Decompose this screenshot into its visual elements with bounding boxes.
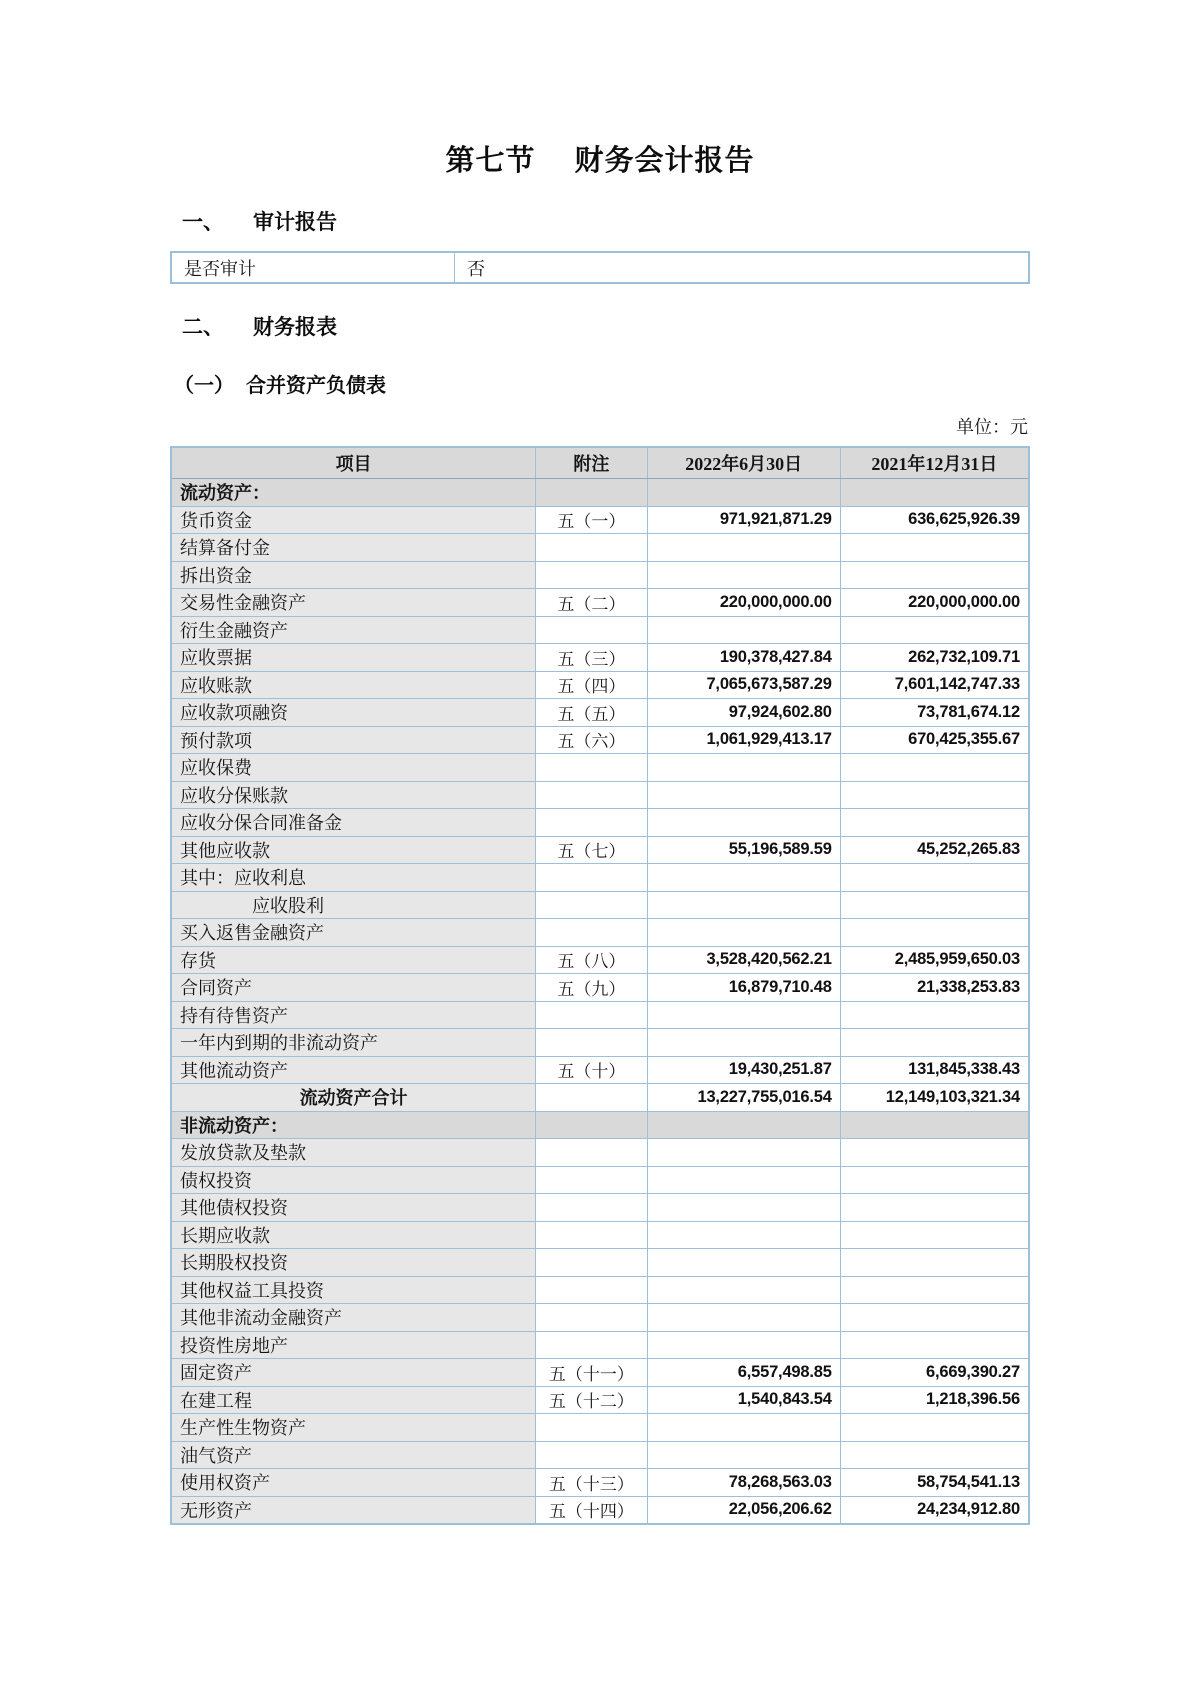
table-row bbox=[171, 671, 1029, 699]
value-2022-cell bbox=[647, 1029, 840, 1057]
table-row bbox=[171, 1221, 1029, 1249]
value-2021-cell bbox=[840, 1331, 1029, 1359]
value-2021-cell: 73,781,674.12 bbox=[840, 699, 1029, 727]
column-header: 2022年6月30日 bbox=[647, 447, 840, 479]
table-row bbox=[171, 1249, 1029, 1277]
value-2021-cell: 636,625,926.39 bbox=[840, 506, 1029, 534]
table-row bbox=[171, 1359, 1029, 1387]
item-label-cell: 衍生金融资产 bbox=[171, 616, 536, 644]
value-2021-cell bbox=[840, 561, 1029, 589]
value-2022-cell: 19,430,251.87 bbox=[647, 1056, 840, 1084]
note-cell bbox=[536, 1084, 648, 1112]
value-2022-cell: 3,528,420,562.21 bbox=[647, 946, 840, 974]
value-2022-cell bbox=[647, 1194, 840, 1222]
value-2021-cell bbox=[840, 534, 1029, 562]
table-row bbox=[171, 1001, 1029, 1029]
value-2021-cell bbox=[840, 1441, 1029, 1469]
value-2021-cell: 262,732,109.71 bbox=[840, 644, 1029, 672]
note-cell bbox=[536, 864, 648, 892]
page-title-text: 财务会计报告 bbox=[574, 145, 755, 177]
column-header: 项目 bbox=[171, 447, 536, 479]
value-2021-cell bbox=[840, 1001, 1029, 1029]
value-2022-cell bbox=[647, 864, 840, 892]
note-cell bbox=[536, 479, 648, 507]
table-row bbox=[171, 699, 1029, 727]
heading-financial-number: 二、 bbox=[182, 315, 224, 339]
note-cell bbox=[536, 616, 648, 644]
item-label-cell: 应收分保账款 bbox=[171, 781, 536, 809]
table-row bbox=[171, 754, 1029, 782]
value-2022-cell: 78,268,563.03 bbox=[647, 1469, 840, 1497]
item-label-cell: 长期股权投资 bbox=[171, 1249, 536, 1277]
table-row bbox=[171, 1469, 1029, 1497]
note-cell: 五（四） bbox=[536, 671, 648, 699]
value-2021-cell: 24,234,912.80 bbox=[840, 1496, 1029, 1524]
value-2021-cell: 220,000,000.00 bbox=[840, 589, 1029, 617]
value-2022-cell: 97,924,602.80 bbox=[647, 699, 840, 727]
item-label-cell: 使用权资产 bbox=[171, 1469, 536, 1497]
balance-sheet-table bbox=[170, 446, 1030, 1525]
note-cell bbox=[536, 1331, 648, 1359]
item-label-cell: 应收款项融资 bbox=[171, 699, 536, 727]
item-label-cell: 油气资产 bbox=[171, 1441, 536, 1469]
page-title bbox=[170, 138, 1030, 179]
table-row bbox=[171, 864, 1029, 892]
value-2021-cell bbox=[840, 919, 1029, 947]
value-2022-cell bbox=[647, 1221, 840, 1249]
table-row bbox=[171, 1304, 1029, 1332]
value-2021-cell bbox=[840, 891, 1029, 919]
value-2021-cell: 21,338,253.83 bbox=[840, 974, 1029, 1002]
item-label-cell: 其他流动资产 bbox=[171, 1056, 536, 1084]
value-2022-cell: 971,921,871.29 bbox=[647, 506, 840, 534]
value-2021-cell: 58,754,541.13 bbox=[840, 1469, 1029, 1497]
note-cell bbox=[536, 534, 648, 562]
item-label-cell: 货币资金 bbox=[171, 506, 536, 534]
note-cell bbox=[536, 1276, 648, 1304]
balance-sheet-body bbox=[171, 479, 1029, 1524]
value-2022-cell bbox=[647, 1276, 840, 1304]
note-cell: 五（五） bbox=[536, 699, 648, 727]
section-row bbox=[171, 1111, 1029, 1139]
value-2022-cell bbox=[647, 1001, 840, 1029]
item-label-cell: 长期应收款 bbox=[171, 1221, 536, 1249]
note-cell bbox=[536, 754, 648, 782]
subheading-number: （一） bbox=[174, 375, 234, 397]
table-row bbox=[171, 946, 1029, 974]
value-2021-cell: 45,252,265.83 bbox=[840, 836, 1029, 864]
value-2021-cell bbox=[840, 1304, 1029, 1332]
audit-question-cell: 是否审计 bbox=[171, 252, 455, 283]
value-2022-cell bbox=[647, 809, 840, 837]
item-label-cell: 合同资产 bbox=[171, 974, 536, 1002]
note-cell bbox=[536, 1221, 648, 1249]
item-label-cell: 其他应收款 bbox=[171, 836, 536, 864]
subheading-label: 合并资产负债表 bbox=[246, 375, 386, 397]
table-row bbox=[171, 1441, 1029, 1469]
value-2021-cell: 7,601,142,747.33 bbox=[840, 671, 1029, 699]
value-2022-cell bbox=[647, 1331, 840, 1359]
note-cell bbox=[536, 919, 648, 947]
item-label-cell: 应收保费 bbox=[171, 754, 536, 782]
item-label-cell: 一年内到期的非流动资产 bbox=[171, 1029, 536, 1057]
document-content bbox=[170, 0, 1030, 1525]
header-row bbox=[171, 447, 1029, 479]
note-cell bbox=[536, 1001, 648, 1029]
table-row bbox=[171, 1029, 1029, 1057]
item-label-cell: 拆出资金 bbox=[171, 561, 536, 589]
value-2022-cell bbox=[647, 919, 840, 947]
note-cell bbox=[536, 1139, 648, 1167]
section-row bbox=[171, 479, 1029, 507]
value-2022-cell bbox=[647, 754, 840, 782]
table-row bbox=[171, 534, 1029, 562]
note-cell bbox=[536, 781, 648, 809]
item-label-cell: 应收账款 bbox=[171, 671, 536, 699]
value-2021-cell bbox=[840, 1139, 1029, 1167]
value-2021-cell bbox=[840, 1194, 1029, 1222]
audit-answer-cell: 否 bbox=[455, 252, 1030, 283]
item-label-cell: 生产性生物资产 bbox=[171, 1414, 536, 1442]
value-2022-cell bbox=[647, 1111, 840, 1139]
value-2022-cell bbox=[647, 1414, 840, 1442]
note-cell: 五（十一） bbox=[536, 1359, 648, 1387]
value-2021-cell bbox=[840, 809, 1029, 837]
value-2021-cell bbox=[840, 1414, 1029, 1442]
table-row bbox=[171, 589, 1029, 617]
value-2021-cell: 670,425,355.67 bbox=[840, 726, 1029, 754]
table-row bbox=[171, 836, 1029, 864]
value-2021-cell bbox=[840, 781, 1029, 809]
item-label-cell: 应收股利 bbox=[171, 891, 536, 919]
note-cell bbox=[536, 1414, 648, 1442]
value-2022-cell bbox=[647, 534, 840, 562]
value-2021-cell bbox=[840, 616, 1029, 644]
value-2022-cell: 1,540,843.54 bbox=[647, 1386, 840, 1414]
note-cell bbox=[536, 809, 648, 837]
table-row bbox=[171, 561, 1029, 589]
value-2021-cell bbox=[840, 1111, 1029, 1139]
value-2022-cell: 22,056,206.62 bbox=[647, 1496, 840, 1524]
table-row bbox=[171, 1331, 1029, 1359]
value-2022-cell: 190,378,427.84 bbox=[647, 644, 840, 672]
item-label-cell: 存货 bbox=[171, 946, 536, 974]
item-label-cell: 债权投资 bbox=[171, 1166, 536, 1194]
audit-table-row bbox=[171, 252, 1029, 283]
value-2022-cell bbox=[647, 1249, 840, 1277]
item-label-cell: 在建工程 bbox=[171, 1386, 536, 1414]
table-row bbox=[171, 1139, 1029, 1167]
value-2021-cell bbox=[840, 1029, 1029, 1057]
value-2021-cell: 1,218,396.56 bbox=[840, 1386, 1029, 1414]
table-row bbox=[171, 1166, 1029, 1194]
value-2022-cell: 6,557,498.85 bbox=[647, 1359, 840, 1387]
note-cell: 五（三） bbox=[536, 644, 648, 672]
item-label-cell: 其他权益工具投资 bbox=[171, 1276, 536, 1304]
note-cell: 五（九） bbox=[536, 974, 648, 1002]
balance-sheet-header bbox=[171, 447, 1029, 479]
value-2021-cell: 131,845,338.43 bbox=[840, 1056, 1029, 1084]
item-label-cell: 结算备付金 bbox=[171, 534, 536, 562]
note-cell: 五（八） bbox=[536, 946, 648, 974]
table-row bbox=[171, 644, 1029, 672]
item-label-cell: 非流动资产： bbox=[171, 1111, 536, 1139]
note-cell bbox=[536, 1249, 648, 1277]
table-row bbox=[171, 1386, 1029, 1414]
table-row bbox=[171, 1496, 1029, 1524]
total-row bbox=[171, 1084, 1029, 1112]
note-cell bbox=[536, 1166, 648, 1194]
item-label-cell: 发放贷款及垫款 bbox=[171, 1139, 536, 1167]
item-label-cell: 交易性金融资产 bbox=[171, 589, 536, 617]
heading-audit-number: 一、 bbox=[182, 210, 224, 234]
item-label-cell: 无形资产 bbox=[171, 1496, 536, 1524]
value-2022-cell: 1,061,929,413.17 bbox=[647, 726, 840, 754]
table-row bbox=[171, 891, 1029, 919]
note-cell bbox=[536, 1111, 648, 1139]
table-row bbox=[171, 781, 1029, 809]
value-2022-cell bbox=[647, 1139, 840, 1167]
audit-table bbox=[170, 251, 1030, 284]
value-2021-cell: 2,485,959,650.03 bbox=[840, 946, 1029, 974]
value-2022-cell bbox=[647, 781, 840, 809]
note-cell: 五（十二） bbox=[536, 1386, 648, 1414]
table-row bbox=[171, 974, 1029, 1002]
note-cell bbox=[536, 1441, 648, 1469]
value-2022-cell bbox=[647, 616, 840, 644]
column-header: 附注 bbox=[536, 447, 648, 479]
note-cell: 五（七） bbox=[536, 836, 648, 864]
value-2022-cell: 55,196,589.59 bbox=[647, 836, 840, 864]
table-row bbox=[171, 919, 1029, 947]
note-cell bbox=[536, 561, 648, 589]
table-row bbox=[171, 1276, 1029, 1304]
item-label-cell: 应收分保合同准备金 bbox=[171, 809, 536, 837]
value-2022-cell bbox=[647, 1304, 840, 1332]
item-label-cell: 应收票据 bbox=[171, 644, 536, 672]
item-label-cell: 持有待售资产 bbox=[171, 1001, 536, 1029]
value-2022-cell bbox=[647, 479, 840, 507]
value-2022-cell bbox=[647, 1441, 840, 1469]
value-2021-cell bbox=[840, 1221, 1029, 1249]
value-2021-cell bbox=[840, 1249, 1029, 1277]
value-2022-cell bbox=[647, 891, 840, 919]
table-row bbox=[171, 1056, 1029, 1084]
value-2022-cell: 7,065,673,587.29 bbox=[647, 671, 840, 699]
value-2022-cell: 16,879,710.48 bbox=[647, 974, 840, 1002]
value-2021-cell: 12,149,103,321.34 bbox=[840, 1084, 1029, 1112]
item-label-cell: 其他债权投资 bbox=[171, 1194, 536, 1222]
value-2022-cell bbox=[647, 561, 840, 589]
page-title-section-number: 第七节 bbox=[445, 145, 536, 177]
column-header: 2021年12月31日 bbox=[840, 447, 1029, 479]
table-row bbox=[171, 1194, 1029, 1222]
note-cell: 五（十四） bbox=[536, 1496, 648, 1524]
value-2021-cell bbox=[840, 1166, 1029, 1194]
heading-financial-label: 财务报表 bbox=[253, 315, 337, 339]
table-row bbox=[171, 506, 1029, 534]
value-2021-cell bbox=[840, 479, 1029, 507]
value-2022-cell: 220,000,000.00 bbox=[647, 589, 840, 617]
value-2022-cell bbox=[647, 1166, 840, 1194]
table-row bbox=[171, 616, 1029, 644]
item-label-cell: 其中：应收利息 bbox=[171, 864, 536, 892]
value-2021-cell bbox=[840, 754, 1029, 782]
note-cell: 五（十） bbox=[536, 1056, 648, 1084]
heading-audit-label: 审计报告 bbox=[253, 210, 337, 234]
note-cell: 五（六） bbox=[536, 726, 648, 754]
item-label-cell: 固定资产 bbox=[171, 1359, 536, 1387]
note-cell bbox=[536, 1304, 648, 1332]
value-2021-cell bbox=[840, 1276, 1029, 1304]
heading-financial-statements bbox=[170, 311, 1030, 341]
note-cell bbox=[536, 1029, 648, 1057]
table-row bbox=[171, 726, 1029, 754]
note-cell bbox=[536, 891, 648, 919]
value-2022-cell: 13,227,755,016.54 bbox=[647, 1084, 840, 1112]
note-cell: 五（十三） bbox=[536, 1469, 648, 1497]
item-label-cell: 流动资产合计 bbox=[171, 1084, 536, 1112]
heading-audit-report bbox=[170, 206, 1030, 236]
item-label-cell: 预付款项 bbox=[171, 726, 536, 754]
table-row bbox=[171, 809, 1029, 837]
note-cell: 五（二） bbox=[536, 589, 648, 617]
note-cell: 五（一） bbox=[536, 506, 648, 534]
item-label-cell: 投资性房地产 bbox=[171, 1331, 536, 1359]
subheading-consolidated-balance-sheet bbox=[170, 369, 1030, 398]
value-2021-cell: 6,669,390.27 bbox=[840, 1359, 1029, 1387]
value-2021-cell bbox=[840, 864, 1029, 892]
unit-label: 单位：元 bbox=[956, 417, 1028, 437]
item-label-cell: 其他非流动金融资产 bbox=[171, 1304, 536, 1332]
item-label-cell: 流动资产： bbox=[171, 479, 536, 507]
item-label-cell: 买入返售金融资产 bbox=[171, 919, 536, 947]
table-row bbox=[171, 1414, 1029, 1442]
note-cell bbox=[536, 1194, 648, 1222]
